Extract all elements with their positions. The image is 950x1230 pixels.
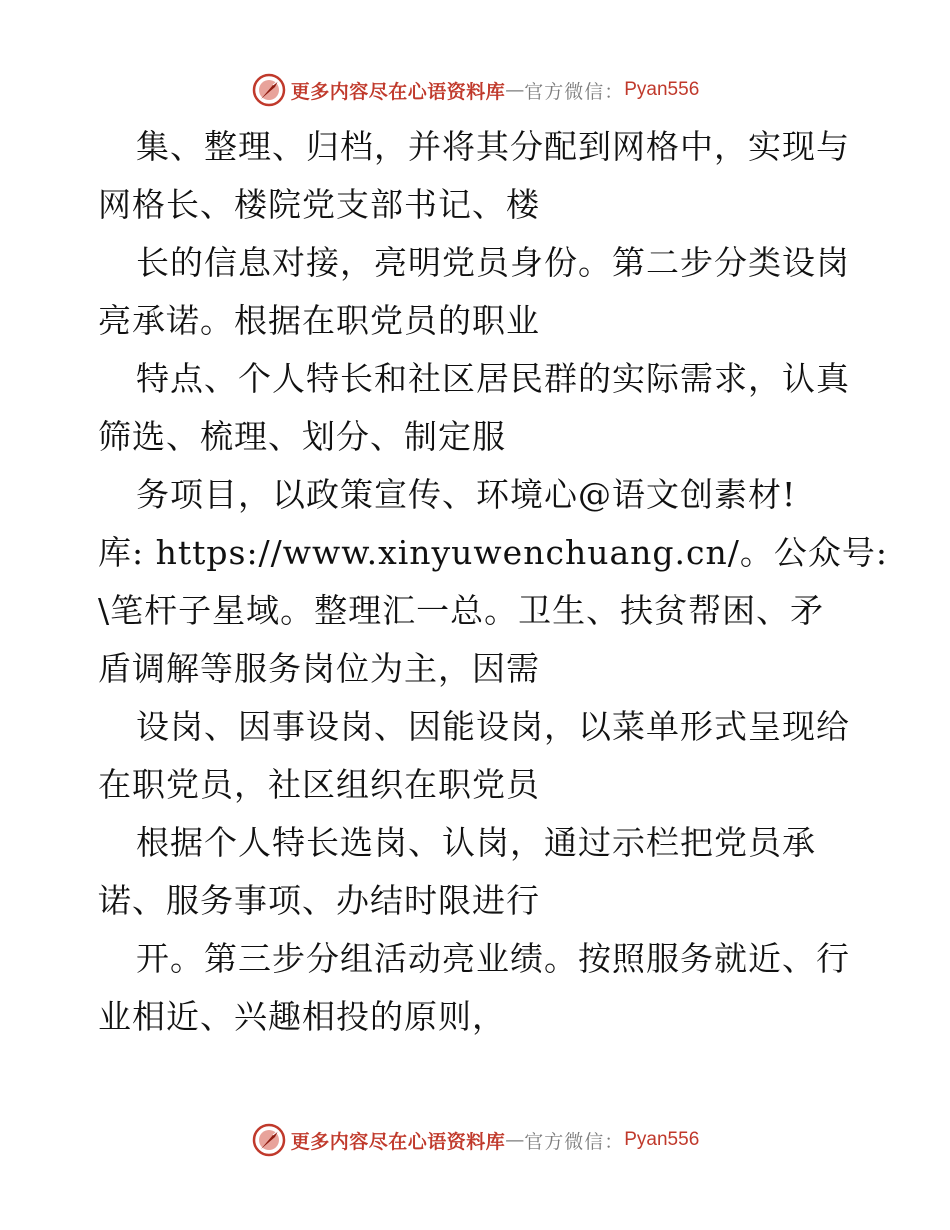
body-line: 开。第三步分组活动亮业绩。按照服务就近、行	[136, 939, 850, 978]
document-body	[98, 118, 888, 1046]
body-line: 设岗、因事设岗、因能设岗，以菜单形式呈现给	[136, 707, 850, 746]
body-line: 根据个人特长选岗、认岗，通过示栏把党员承	[136, 823, 816, 862]
header-slogan: 更多内容尽在心语资料库	[290, 80, 506, 103]
body-line-url: 库: https://www.xinyuwenchuang.cn/。公众号:	[98, 533, 888, 572]
body-line: 亮承诺。根据在职党员的职业	[98, 301, 540, 340]
header-dash: —	[505, 79, 525, 101]
body-line: 集、整理、归档，并将其分配到网格中，实现与	[136, 127, 850, 166]
footer-wechat-label: 官方微信：	[524, 1130, 625, 1153]
body-line: \笔杆子星域。整理汇一总。卫生、扶贫帮困、矛	[98, 591, 825, 630]
header-wechat-id: Pyan556	[624, 79, 700, 100]
footer-wechat-id: Pyan556	[624, 1129, 700, 1150]
footer-banner	[0, 1120, 950, 1160]
body-line: 网格长、楼院党支部书记、楼	[98, 185, 540, 224]
body-line: 特点、个人特长和社区居民群的实际需求，认真	[136, 359, 850, 398]
header-wechat-label: 官方微信：	[524, 80, 625, 103]
body-line: 筛选、梳理、划分、制定服	[98, 417, 506, 456]
body-line: 在职党员，社区组织在职党员	[98, 765, 540, 804]
footer-slogan: 更多内容尽在心语资料库	[290, 1130, 506, 1153]
pen-nib-logo-icon	[251, 72, 287, 108]
body-line: 业相近、兴趣相投的原则，	[98, 997, 506, 1036]
body-line: 诺、服务事项、办结时限进行	[98, 881, 540, 920]
body-line: 长的信息对接，亮明党员身份。第二步分类设岗	[136, 243, 850, 282]
footer-dash: —	[505, 1129, 525, 1151]
header-banner	[0, 70, 950, 110]
body-line: 务项目，以政策宣传、环境心@语文创素材!	[136, 475, 797, 514]
pen-nib-logo-icon	[251, 1122, 287, 1158]
body-line: 盾调解等服务岗位为主，因需	[98, 649, 540, 688]
